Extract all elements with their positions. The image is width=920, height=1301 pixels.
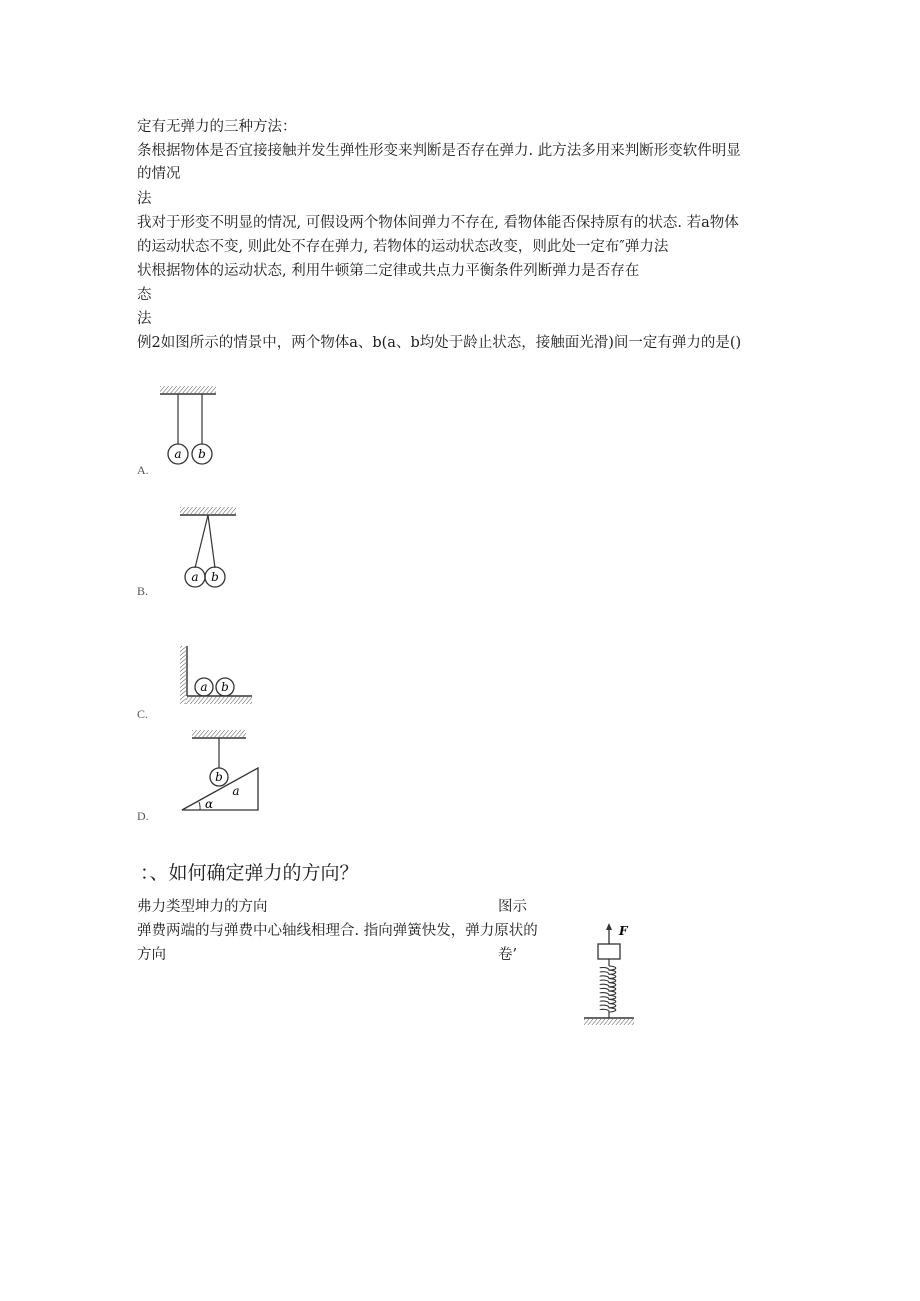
force-label: F (619, 924, 628, 938)
ball-a-label: a (174, 447, 182, 461)
figure-option-d (134, 728, 274, 826)
example-question: 例2如图所示的情景中，两个物体a、b(a、b均处于龄止状态，接触面光滑)间一定有弹力的是() (137, 335, 742, 351)
figure-option-c (134, 642, 264, 726)
ball-b-label: b (221, 680, 229, 694)
ball-a-label: a (200, 680, 208, 694)
section-heading: ：、如何确定弹力的方向？ (140, 862, 359, 884)
figure-option-b (134, 505, 254, 601)
ball-b-label: b (211, 570, 219, 584)
option-b-label: B. (137, 584, 149, 598)
ball-b-label: b (198, 447, 206, 461)
text-line-4: 法 (137, 191, 152, 207)
table-row-right: 卷’ (498, 947, 518, 963)
table-header-left: 弗力类型坤力的方向 (137, 899, 268, 915)
text-line-7: 状根据物体的运动状态, 利用牛顿第二定律或共点力平衡条件列断弹力是否存在 (137, 263, 640, 279)
option-c-label: C. (137, 707, 149, 721)
table-row-text-1: 弹费两端的与弹费中心轴线相理合. 指向弹簧快发，弹力原状的 (137, 923, 538, 939)
figure-option-a (134, 384, 244, 480)
option-d-label: D. (137, 809, 149, 823)
text-line-9: 法 (137, 311, 152, 327)
text-line-1: 定有无弹力的三种方法： (137, 119, 297, 135)
option-a-label: A. (137, 463, 149, 477)
wedge-a-label: a (232, 784, 240, 798)
text-line-8: 态 (137, 287, 152, 303)
spring-figure (578, 922, 640, 1028)
text-line-5: 我对于形变不明显的情况, 可假设两个物体间弹力不存在, 看物体能否保持原有的状态. 若a物体 (137, 215, 739, 231)
table-header-right: 图示 (498, 899, 527, 915)
ball-a-label: a (191, 570, 199, 584)
table-row-text-2: 方向 (137, 947, 166, 963)
angle-alpha-label: α (204, 797, 214, 811)
text-line-3: 的情况 (137, 166, 181, 182)
ball-b-label: b (215, 770, 223, 784)
text-line-6: 的运动状态不变, 则此处不存在弹力, 若物体的运动状态改变，则此处一定布″弹力法 (137, 239, 669, 255)
text-line-2: 条根据物体是否宜接接触并发生弹性形变来判断是否存在弹力. 此方法多用来判断形变软件明显 (137, 143, 741, 159)
